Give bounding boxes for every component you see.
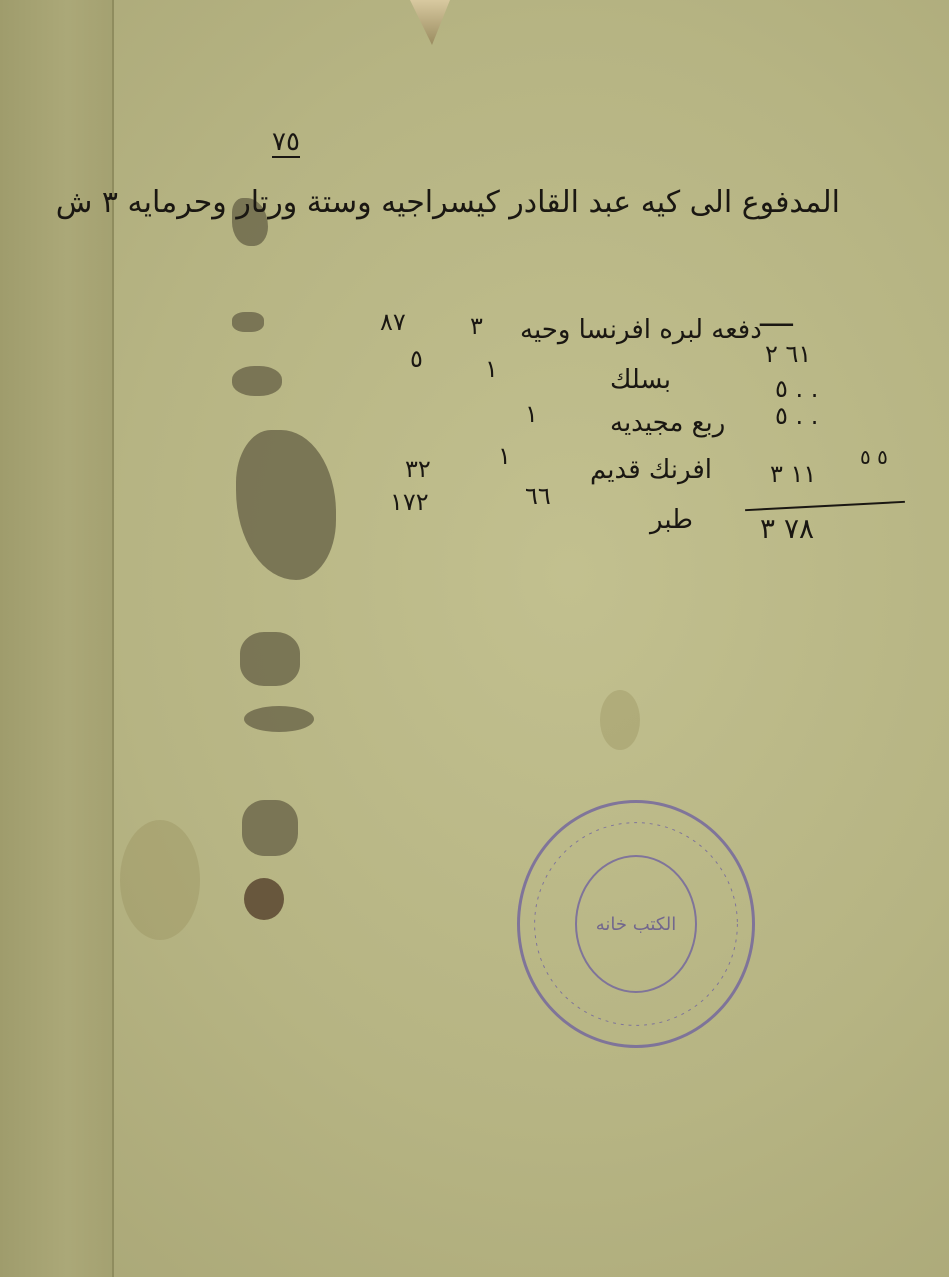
ledger-row-value: ٥ . . <box>775 375 819 403</box>
total-rule <box>745 501 905 511</box>
ledger-total: ٧٨ ٣ <box>760 512 815 545</box>
ledger-row-col1: ١ <box>485 355 498 383</box>
damage-patch <box>232 366 282 396</box>
ledger-row-label: بسلك <box>610 365 671 395</box>
binding-pin <box>410 0 450 45</box>
ledger-row-col1: ١ <box>525 400 538 428</box>
ledger-row-col2: ٣٢ <box>405 455 431 483</box>
damage-patch <box>242 800 298 856</box>
ledger-row-label: دفعه لبره افرنسا وحيه <box>520 315 762 345</box>
margin-notes: ٥ ٥ <box>860 445 888 469</box>
library-stamp <box>517 800 755 1048</box>
paper-stain <box>120 820 200 940</box>
ledger-row-label: ربع مجيديه <box>610 408 726 438</box>
ledger-row-label: طبر <box>650 505 693 535</box>
damage-patch <box>244 706 314 732</box>
ledger-row-col1: ٦٦ <box>525 482 551 510</box>
damage-patch <box>240 632 300 686</box>
right-column-header: ــــ <box>760 300 793 333</box>
stamp-center-text: الكتب خانه <box>595 913 677 935</box>
ledger-row-label: افرنك قديم <box>590 455 713 485</box>
paper-stain <box>600 690 640 750</box>
damage-patch <box>232 312 264 332</box>
damage-patch <box>244 878 284 920</box>
ledger-row-col1: ٣ <box>470 312 483 340</box>
ledger-row-value: ٥ . . <box>775 402 819 430</box>
ledger-row-value: ١١ ٣ <box>770 460 817 488</box>
ledger-row-col1: ١ <box>498 442 511 470</box>
ledger-row-col2: ٨٧ <box>380 308 406 336</box>
ledger-row-col2: ١٧٢ <box>390 488 429 516</box>
stamp-center <box>575 855 697 993</box>
ledger-row-col2: ٥ <box>410 345 423 373</box>
document-heading: المدفوع الى كيه عبد القادر كيسراجيه وستة ورتار وحرمايه ٣ ش <box>55 185 840 220</box>
ledger-row-value: ٦١ ٢ <box>765 340 812 368</box>
folio-number: ٧٥ <box>272 127 300 157</box>
damage-patch <box>236 430 336 580</box>
